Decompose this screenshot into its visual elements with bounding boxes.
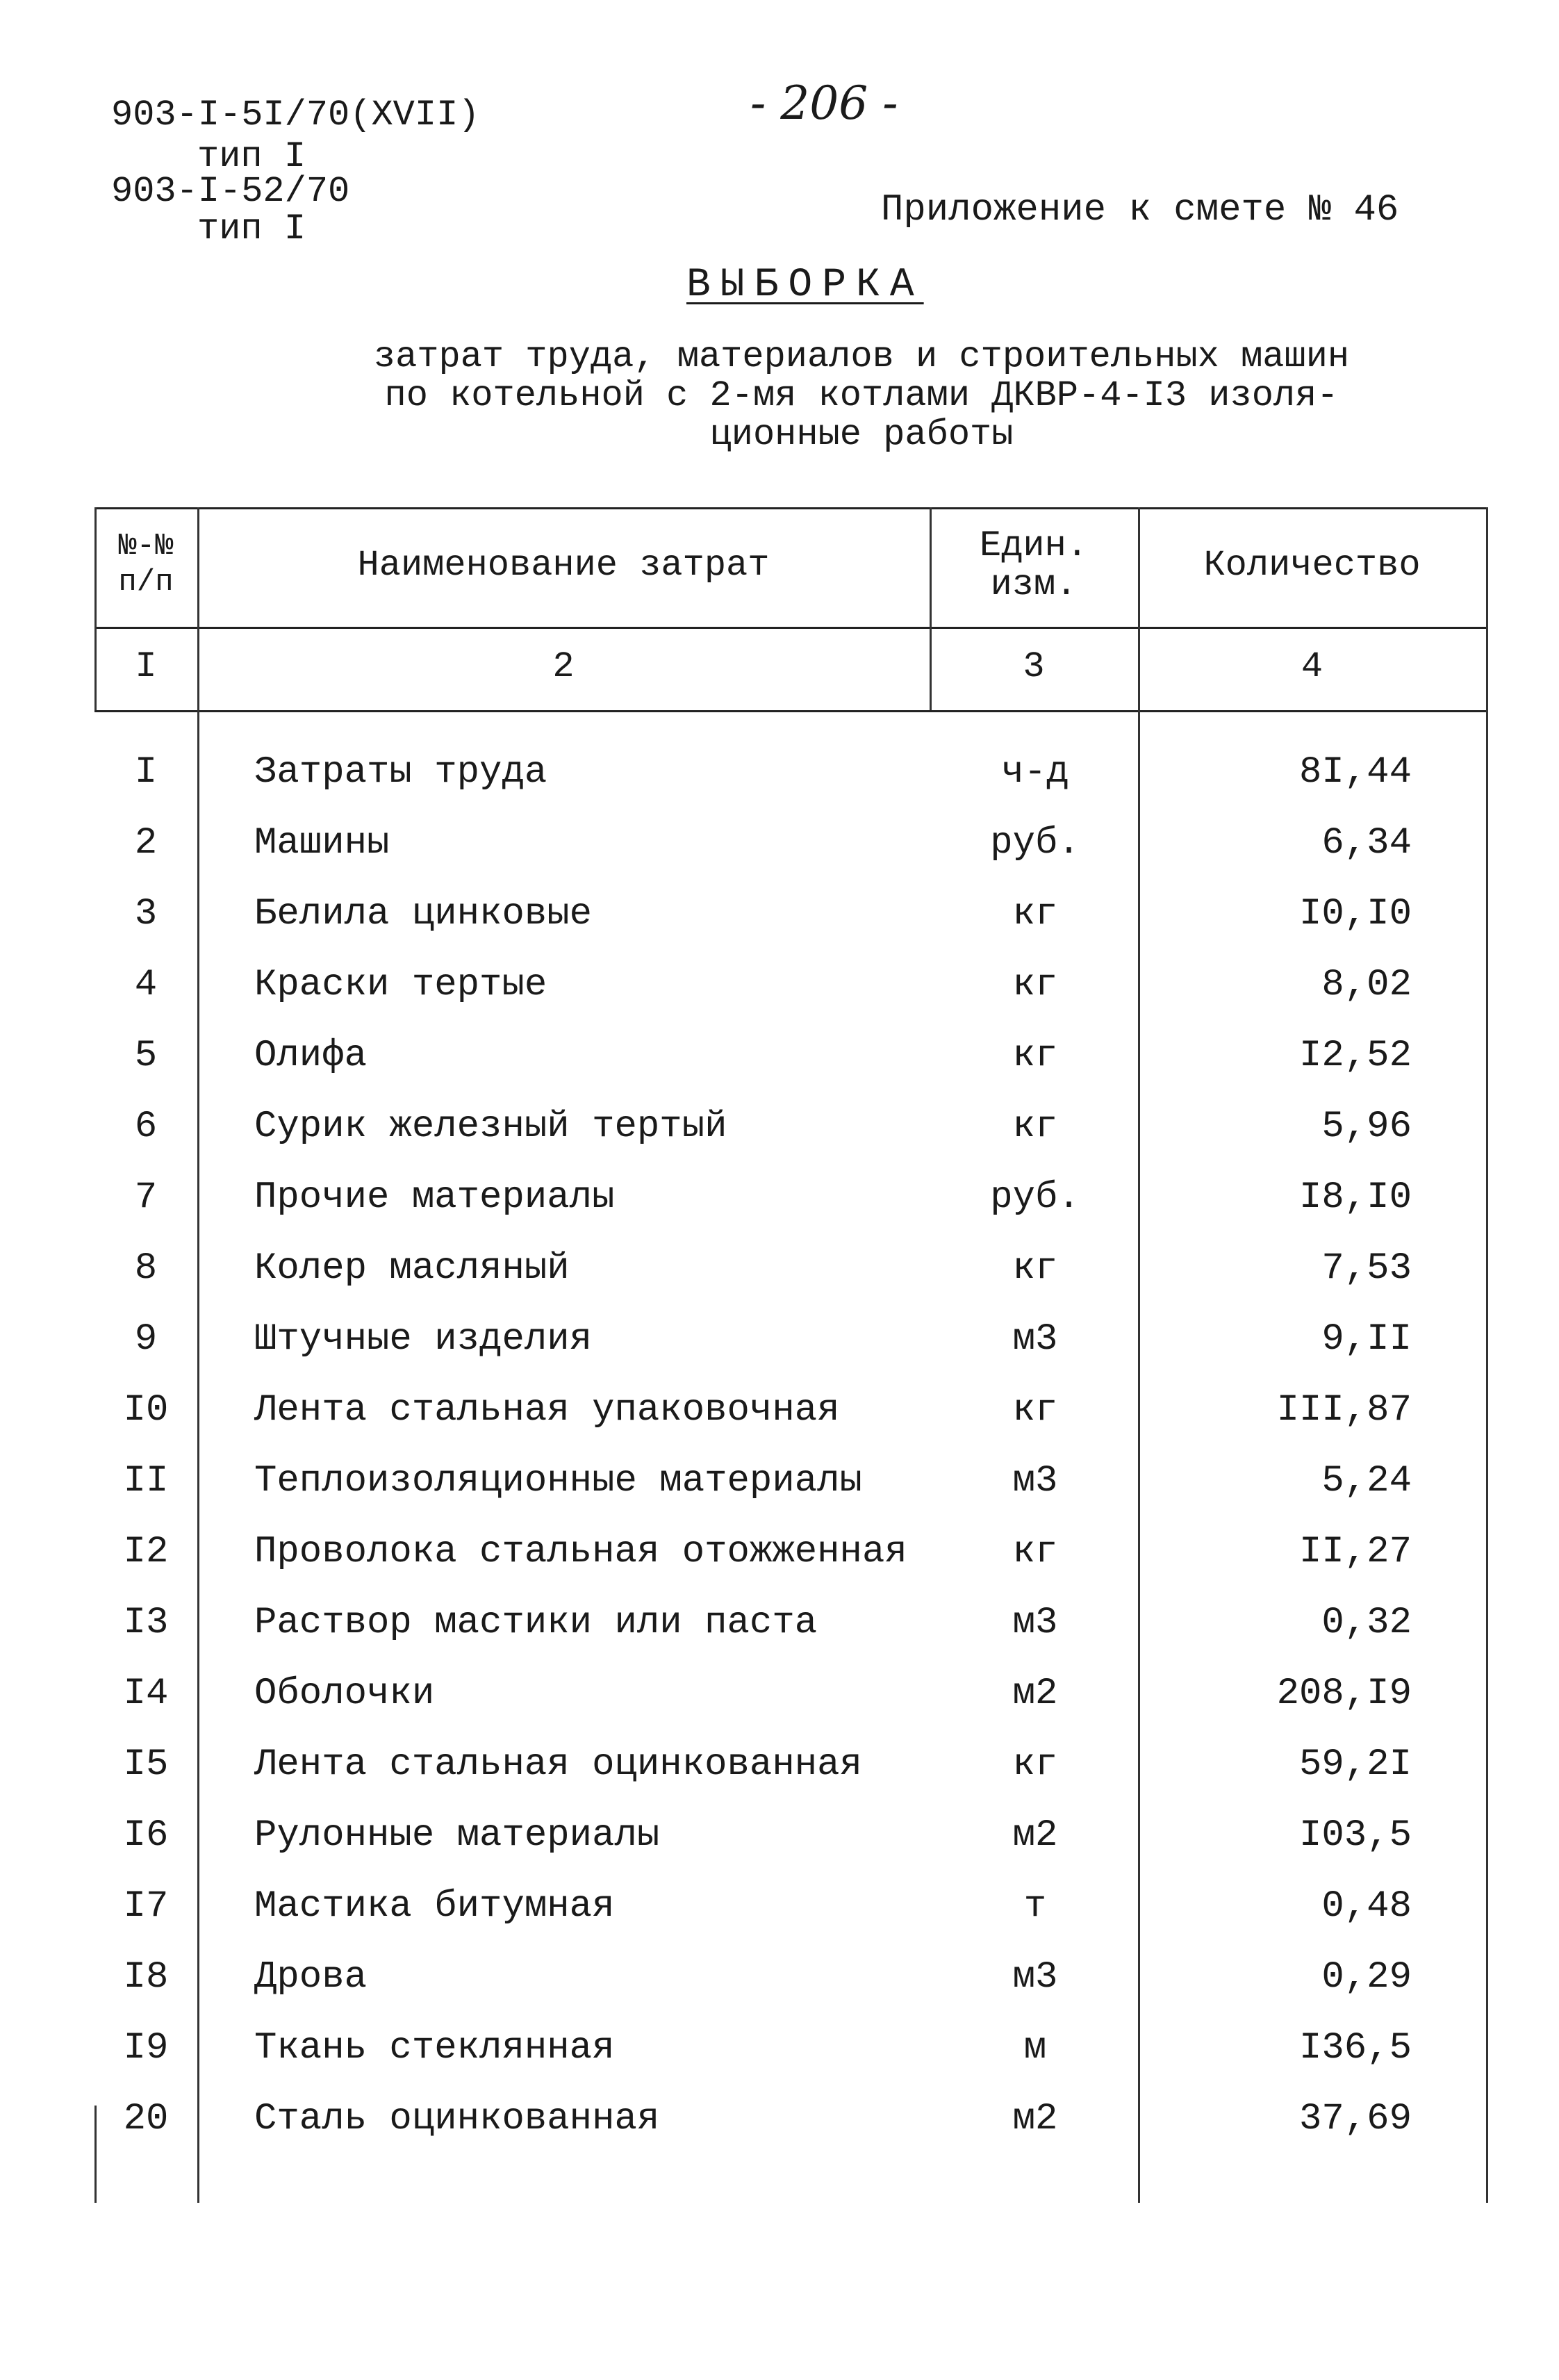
row-quantity: 8I,44 <box>1298 751 1412 794</box>
table-row <box>94 1602 1488 1673</box>
subtitle-line-2: по котельной с 2-мя котлами ДКВР-4-I3 изоля- <box>384 375 1339 416</box>
row-name: Сурик железный тертый <box>254 1106 727 1148</box>
table-row <box>94 965 1488 1035</box>
document-title: ВЫБОРКА <box>686 263 924 308</box>
row-name: Белила цинковые <box>254 893 593 935</box>
row-name: Затраты труда <box>254 751 547 794</box>
column-numbers-rule <box>94 710 1488 712</box>
row-number: 9 <box>134 1318 158 1361</box>
table-row <box>94 752 1488 823</box>
row-name: Мастика битумная <box>254 1885 615 1928</box>
table-row <box>94 1035 1488 1106</box>
table-row <box>94 1106 1488 1177</box>
row-name: Рулонные материалы <box>254 1814 660 1857</box>
table-top-rule <box>94 507 1488 509</box>
costs-table <box>94 507 1488 2210</box>
table-row <box>94 823 1488 894</box>
row-name: Теплоизоляционные материалы <box>254 1460 862 1502</box>
row-number: 20 <box>123 2098 169 2140</box>
table-row <box>94 894 1488 965</box>
row-unit: м3 <box>1012 1460 1058 1502</box>
row-quantity: I8,I0 <box>1298 1176 1412 1219</box>
row-unit: кг <box>1012 1247 1058 1290</box>
header-col-3 <box>930 527 1138 605</box>
row-unit: руб. <box>990 822 1080 864</box>
table-row <box>94 2099 1488 2169</box>
row-quantity: I0,I0 <box>1298 893 1412 935</box>
table-row <box>94 1815 1488 1886</box>
row-number: 4 <box>134 964 158 1006</box>
row-quantity: 0,32 <box>1321 1602 1412 1644</box>
row-unit: м <box>1023 2027 1047 2069</box>
project-code-2: 903-I-52/70 <box>111 171 350 212</box>
row-quantity: III,87 <box>1276 1389 1412 1431</box>
table-row <box>94 1248 1488 1319</box>
row-name: Штучные изделия <box>254 1318 593 1361</box>
row-number: 2 <box>134 822 158 864</box>
row-unit: м3 <box>1012 1318 1058 1361</box>
row-number: I8 <box>123 1956 169 1999</box>
header-col-3-line-2: изм. <box>990 564 1078 605</box>
row-unit: кг <box>1012 1389 1058 1431</box>
row-unit: т <box>1023 1885 1047 1928</box>
row-number: 5 <box>134 1035 158 1077</box>
row-unit: кг <box>1012 1035 1058 1077</box>
row-name: Краски тертые <box>254 964 547 1006</box>
appendix-label: Приложение к смете № 46 <box>881 189 1399 231</box>
header-col-2: Наименование затрат <box>357 545 770 586</box>
row-unit: руб. <box>990 1176 1080 1219</box>
subtitle-line-3: ционные работы <box>709 414 1014 455</box>
column-number-2: 2 <box>552 646 575 687</box>
row-unit: м2 <box>1012 1814 1058 1857</box>
column-number-4: 4 <box>1301 646 1323 687</box>
project-type-1: тип I <box>197 136 306 177</box>
header-col-4: Количество <box>1203 545 1421 586</box>
row-unit: м3 <box>1012 1602 1058 1644</box>
row-number: I2 <box>123 1531 169 1573</box>
row-quantity: I2,52 <box>1298 1035 1412 1077</box>
row-unit: м3 <box>1012 1956 1058 1999</box>
row-unit: кг <box>1012 964 1058 1006</box>
row-quantity: II,27 <box>1298 1531 1412 1573</box>
row-quantity: I36,5 <box>1298 2027 1412 2069</box>
row-quantity: 5,24 <box>1321 1460 1412 1502</box>
row-quantity: I03,5 <box>1298 1814 1412 1857</box>
page-number: - 206 - <box>750 76 898 130</box>
row-unit: кг <box>1012 1531 1058 1573</box>
table-row <box>94 1177 1488 1248</box>
project-code-1: 903-I-5I/70(XVII) <box>111 95 480 136</box>
project-type-2: тип I <box>197 208 306 249</box>
row-number: I0 <box>123 1389 169 1431</box>
header-col-1-line-1: №-№ <box>118 529 174 564</box>
table-row <box>94 2028 1488 2099</box>
row-number: 8 <box>134 1247 158 1290</box>
column-number-1: I <box>135 646 157 687</box>
table-row <box>94 1673 1488 1744</box>
subtitle-line-1: затрат труда, материалов и строительных машин <box>373 336 1350 377</box>
row-number: I <box>134 751 158 794</box>
row-number: I7 <box>123 1885 169 1928</box>
header-col-1-line-2: п/п <box>118 565 174 600</box>
row-name: Дрова <box>254 1956 368 1999</box>
row-unit: м2 <box>1012 1673 1058 1715</box>
row-quantity: 59,2I <box>1298 1743 1412 1786</box>
row-quantity: 7,53 <box>1321 1247 1412 1290</box>
row-unit: ч-д <box>1001 751 1069 794</box>
row-quantity: 37,69 <box>1298 2098 1412 2140</box>
row-number: I4 <box>123 1673 169 1715</box>
row-name: Лента стальная оцинкованная <box>254 1743 862 1786</box>
header-col-3-line-1: Един. <box>979 525 1089 566</box>
table-row <box>94 1886 1488 1957</box>
row-name: Прочие материалы <box>254 1176 615 1219</box>
header-bottom-rule <box>94 627 1488 629</box>
table-row <box>94 1744 1488 1815</box>
table-row <box>94 1461 1488 1532</box>
row-number: 3 <box>134 893 158 935</box>
row-number: 6 <box>134 1106 158 1148</box>
row-number: I3 <box>123 1602 169 1644</box>
row-number: I6 <box>123 1814 169 1857</box>
row-quantity: 9,II <box>1321 1318 1412 1361</box>
row-quantity: 208,I9 <box>1276 1673 1412 1715</box>
table-row <box>94 1532 1488 1602</box>
row-unit: кг <box>1012 1106 1058 1148</box>
header-col-1 <box>94 528 197 600</box>
row-number: I5 <box>123 1743 169 1786</box>
row-number: II <box>123 1460 169 1502</box>
table-row <box>94 1957 1488 2028</box>
row-unit: кг <box>1012 893 1058 935</box>
row-name: Оболочки <box>254 1673 435 1715</box>
row-quantity: 0,48 <box>1321 1885 1412 1928</box>
table-row <box>94 1319 1488 1390</box>
row-quantity: 6,34 <box>1321 822 1412 864</box>
row-quantity: 0,29 <box>1321 1956 1412 1999</box>
row-name: Лента стальная упаковочная <box>254 1389 840 1431</box>
row-unit: кг <box>1012 1743 1058 1786</box>
table-row <box>94 1390 1488 1461</box>
row-name: Проволока стальная отожженная <box>254 1531 907 1573</box>
row-name: Колер масляный <box>254 1247 570 1290</box>
row-quantity: 8,02 <box>1321 964 1412 1006</box>
row-number: 7 <box>134 1176 158 1219</box>
row-number: I9 <box>123 2027 169 2069</box>
row-unit: м2 <box>1012 2098 1058 2140</box>
row-name: Сталь оцинкованная <box>254 2098 660 2140</box>
row-name: Ткань стеклянная <box>254 2027 615 2069</box>
column-number-3: 3 <box>1023 646 1045 687</box>
row-name: Машины <box>254 822 390 864</box>
row-quantity: 5,96 <box>1321 1106 1412 1148</box>
row-name: Раствор мастики или паста <box>254 1602 818 1644</box>
row-name: Олифа <box>254 1035 368 1077</box>
